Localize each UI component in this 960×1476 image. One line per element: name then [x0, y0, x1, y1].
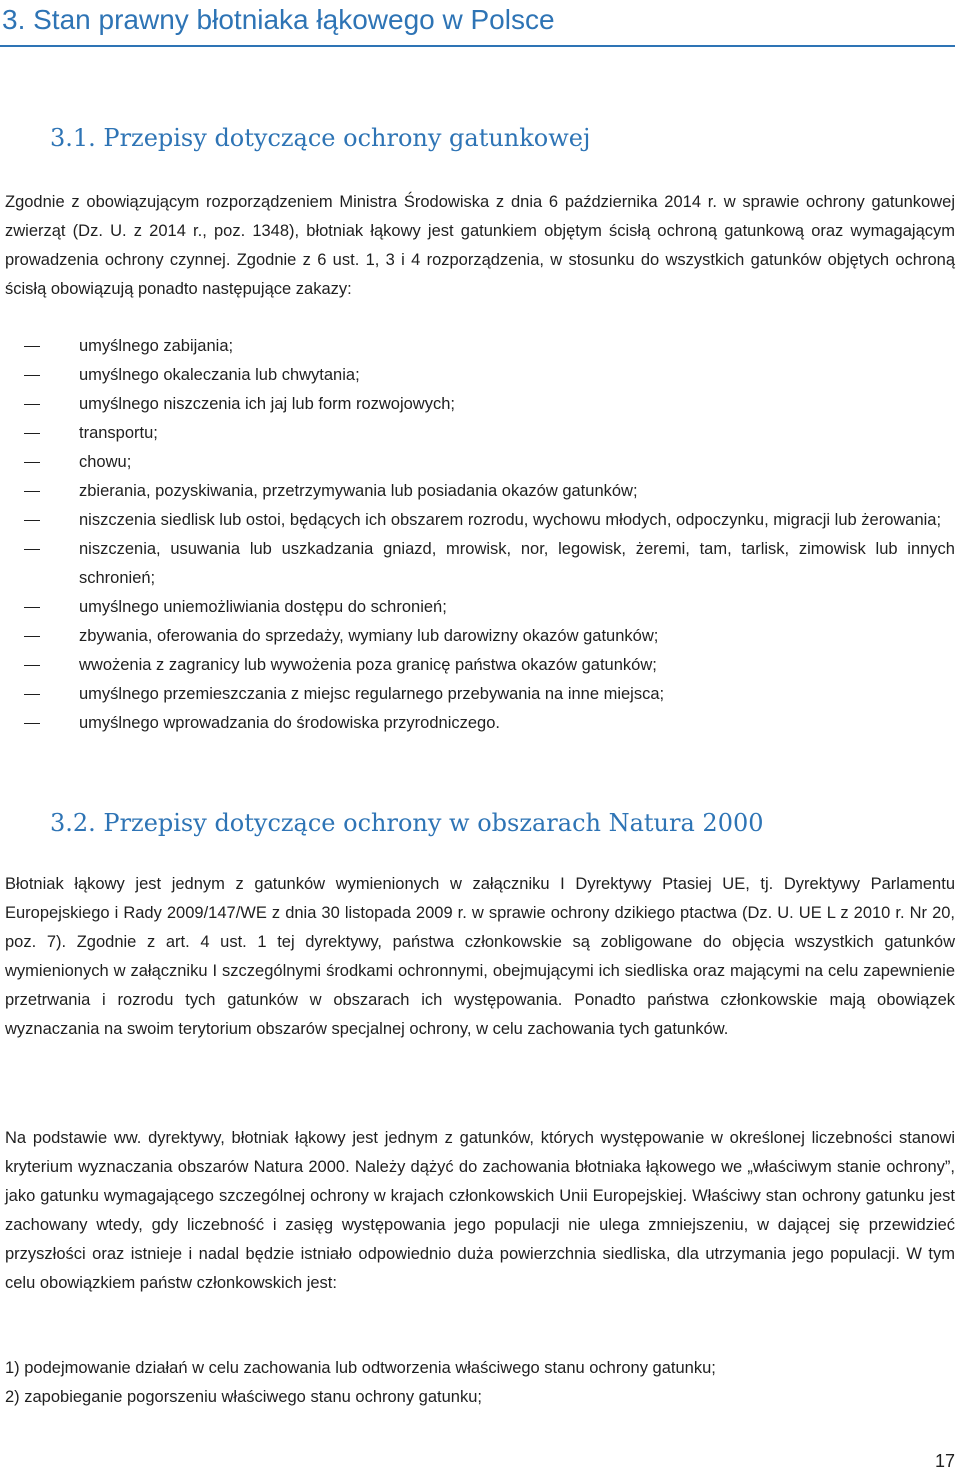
prohibitions-list — [5, 332, 955, 738]
dash-bullet-icon — [24, 433, 40, 434]
dash-bullet-icon — [24, 723, 40, 724]
list-item-text: zbierania, pozyskiwania, przetrzymywania lub posiadania okazów gatunków; — [79, 482, 638, 500]
list-item-text: niszczenia siedlisk lub ostoi, będących ich obszarem rozrodu, wychowu młodych, odpoczynku, migracji lub żerowania; — [79, 511, 942, 529]
list-item-text: chowu; — [79, 453, 132, 471]
list-item-text: umyślnego niszczenia ich jaj lub form rozwojowych; — [79, 395, 455, 413]
dash-bullet-icon — [24, 549, 40, 550]
numbered-item: 1) podejmowanie działań w celu zachowania lub odtworzenia właściwego stanu ochrony gatunku; — [5, 1359, 716, 1377]
list-item-text: niszczenia, usuwania lub uszkadzania gniazd, mrowisk, nor, legowisk, żeremi, tam, tarlisk, zimowisk lub innych schronień; — [79, 540, 955, 587]
list-item — [5, 651, 955, 680]
list-item — [5, 390, 955, 419]
list-item-text: transportu; — [79, 424, 158, 442]
list-item — [5, 332, 955, 361]
list-item — [5, 448, 955, 477]
heading-underline — [0, 45, 955, 47]
section-3-2-paragraph-1: Błotniak łąkowy jest jednym z gatunków wymienionych w załączniku I Dyrektywy Ptasiej UE, tj. Dyrektywy Parlamentu Europejskiego i Rady 2009/147/WE z dnia 30 listopada 2009 r. w sprawie ochrony dzikiego ptactwa (Dz. U. UE L z 2010 r. Nr 20, poz. 7). Zgodnie z art. 4 ust. 1 tej dyrektywy, państwa członkowskie są zobligowane do objęcia wszystkich gatunków wymienionych w załączniku I szczególnymi środkami ochronnymi, obejmującymi ich siedliska oraz mającymi na celu zapewnienie przetrwania i rozrodu tych gatunków w obszarach ich występowania. Ponadto państwa członkowskie mają obowiązek wyznaczania na swoim terytorium obszarów specjalnej ochrony, w celu zachowania tych gatunków. — [5, 875, 955, 1038]
dash-bullet-icon — [24, 694, 40, 695]
list-item-text: umyślnego przemieszczania z miejsc regularnego przebywania na inne miejsca; — [79, 685, 665, 703]
list-item — [5, 506, 955, 535]
list-item-text: wwożenia z zagranicy lub wywożenia poza granicę państwa okazów gatunków; — [79, 656, 657, 674]
list-item-text: umyślnego wprowadzania do środowiska przyrodniczego. — [79, 714, 500, 732]
dash-bullet-icon — [24, 607, 40, 608]
section-heading-3-1: 3.1. Przepisy dotyczące ochrony gatunkowej — [50, 124, 591, 152]
dash-bullet-icon — [24, 665, 40, 666]
list-item-text: umyślnego okaleczania lub chwytania; — [79, 366, 360, 384]
chapter-heading: 3. Stan prawny błotniaka łąkowego w Polsce — [2, 4, 555, 35]
list-item — [5, 361, 955, 390]
list-item-text: umyślnego uniemożliwiania dostępu do schronień; — [79, 598, 447, 616]
section-3-2-paragraph-2: Na podstawie ww. dyrektywy, błotniak łąkowy jest jednym z gatunków, których występowanie w określonej liczebności stanowi kryterium wyznaczania obszarów Natura 2000. Należy dążyć do zachowania błotniaka łąkowego we „właściwym stanie ochrony”, jako gatunku wymagającego szczególnej ochrony w krajach członkowskich Unii Europejskiej. Właściwy stan ochrony gatunku jest zachowany wtedy, gdy liczebność i zasięg występowania jego populacji nie ulega zmniejszeniu, w dającej się przewidzieć przyszłości oraz istnieje i nadal będzie istniało odpowiednio duża powierzchnia siedliska, dla utrzymania jego populacji. W tym celu obowiązkiem państw członkowskich jest: — [5, 1129, 955, 1292]
page-number: 17 — [934, 1451, 955, 1471]
list-item-text: umyślnego zabijania; — [79, 337, 234, 355]
list-item-text: zbywania, oferowania do sprzedaży, wymiany lub darowizny okazów gatunków; — [79, 627, 659, 645]
numbered-item: 2) zapobieganie pogorszeniu właściwego stanu ochrony gatunku; — [5, 1388, 482, 1406]
dash-bullet-icon — [24, 404, 40, 405]
list-item — [5, 535, 955, 593]
dash-bullet-icon — [24, 375, 40, 376]
dash-bullet-icon — [24, 491, 40, 492]
obligations-list — [5, 1354, 955, 1412]
list-item — [5, 680, 955, 709]
list-item — [5, 709, 955, 738]
dash-bullet-icon — [24, 346, 40, 347]
list-item — [5, 622, 955, 651]
dash-bullet-icon — [24, 636, 40, 637]
section-heading-3-2: 3.2. Przepisy dotyczące ochrony w obszarach Natura 2000 — [50, 809, 764, 837]
dash-bullet-icon — [24, 520, 40, 521]
dash-bullet-icon — [24, 462, 40, 463]
section-3-1-paragraph: Zgodnie z obowiązującym rozporządzeniem Ministra Środowiska z dnia 6 października 2014 r. w sprawie ochrony gatunkowej zwierząt (Dz. U. z 2014 r., poz. 1348), błotniak łąkowy jest gatunkiem objętym ścisłą ochroną gatunkową oraz wymagającym prowadzenia ochrony czynnej. Zgodnie z 6 ust. 1, 3 i 4 rozporządzenia, w stosunku do wszystkich gatunków objętych ochroną ścisłą obowiązują ponadto następujące zakazy: — [5, 193, 955, 298]
list-item — [5, 419, 955, 448]
list-item — [5, 593, 955, 622]
list-item — [5, 477, 955, 506]
